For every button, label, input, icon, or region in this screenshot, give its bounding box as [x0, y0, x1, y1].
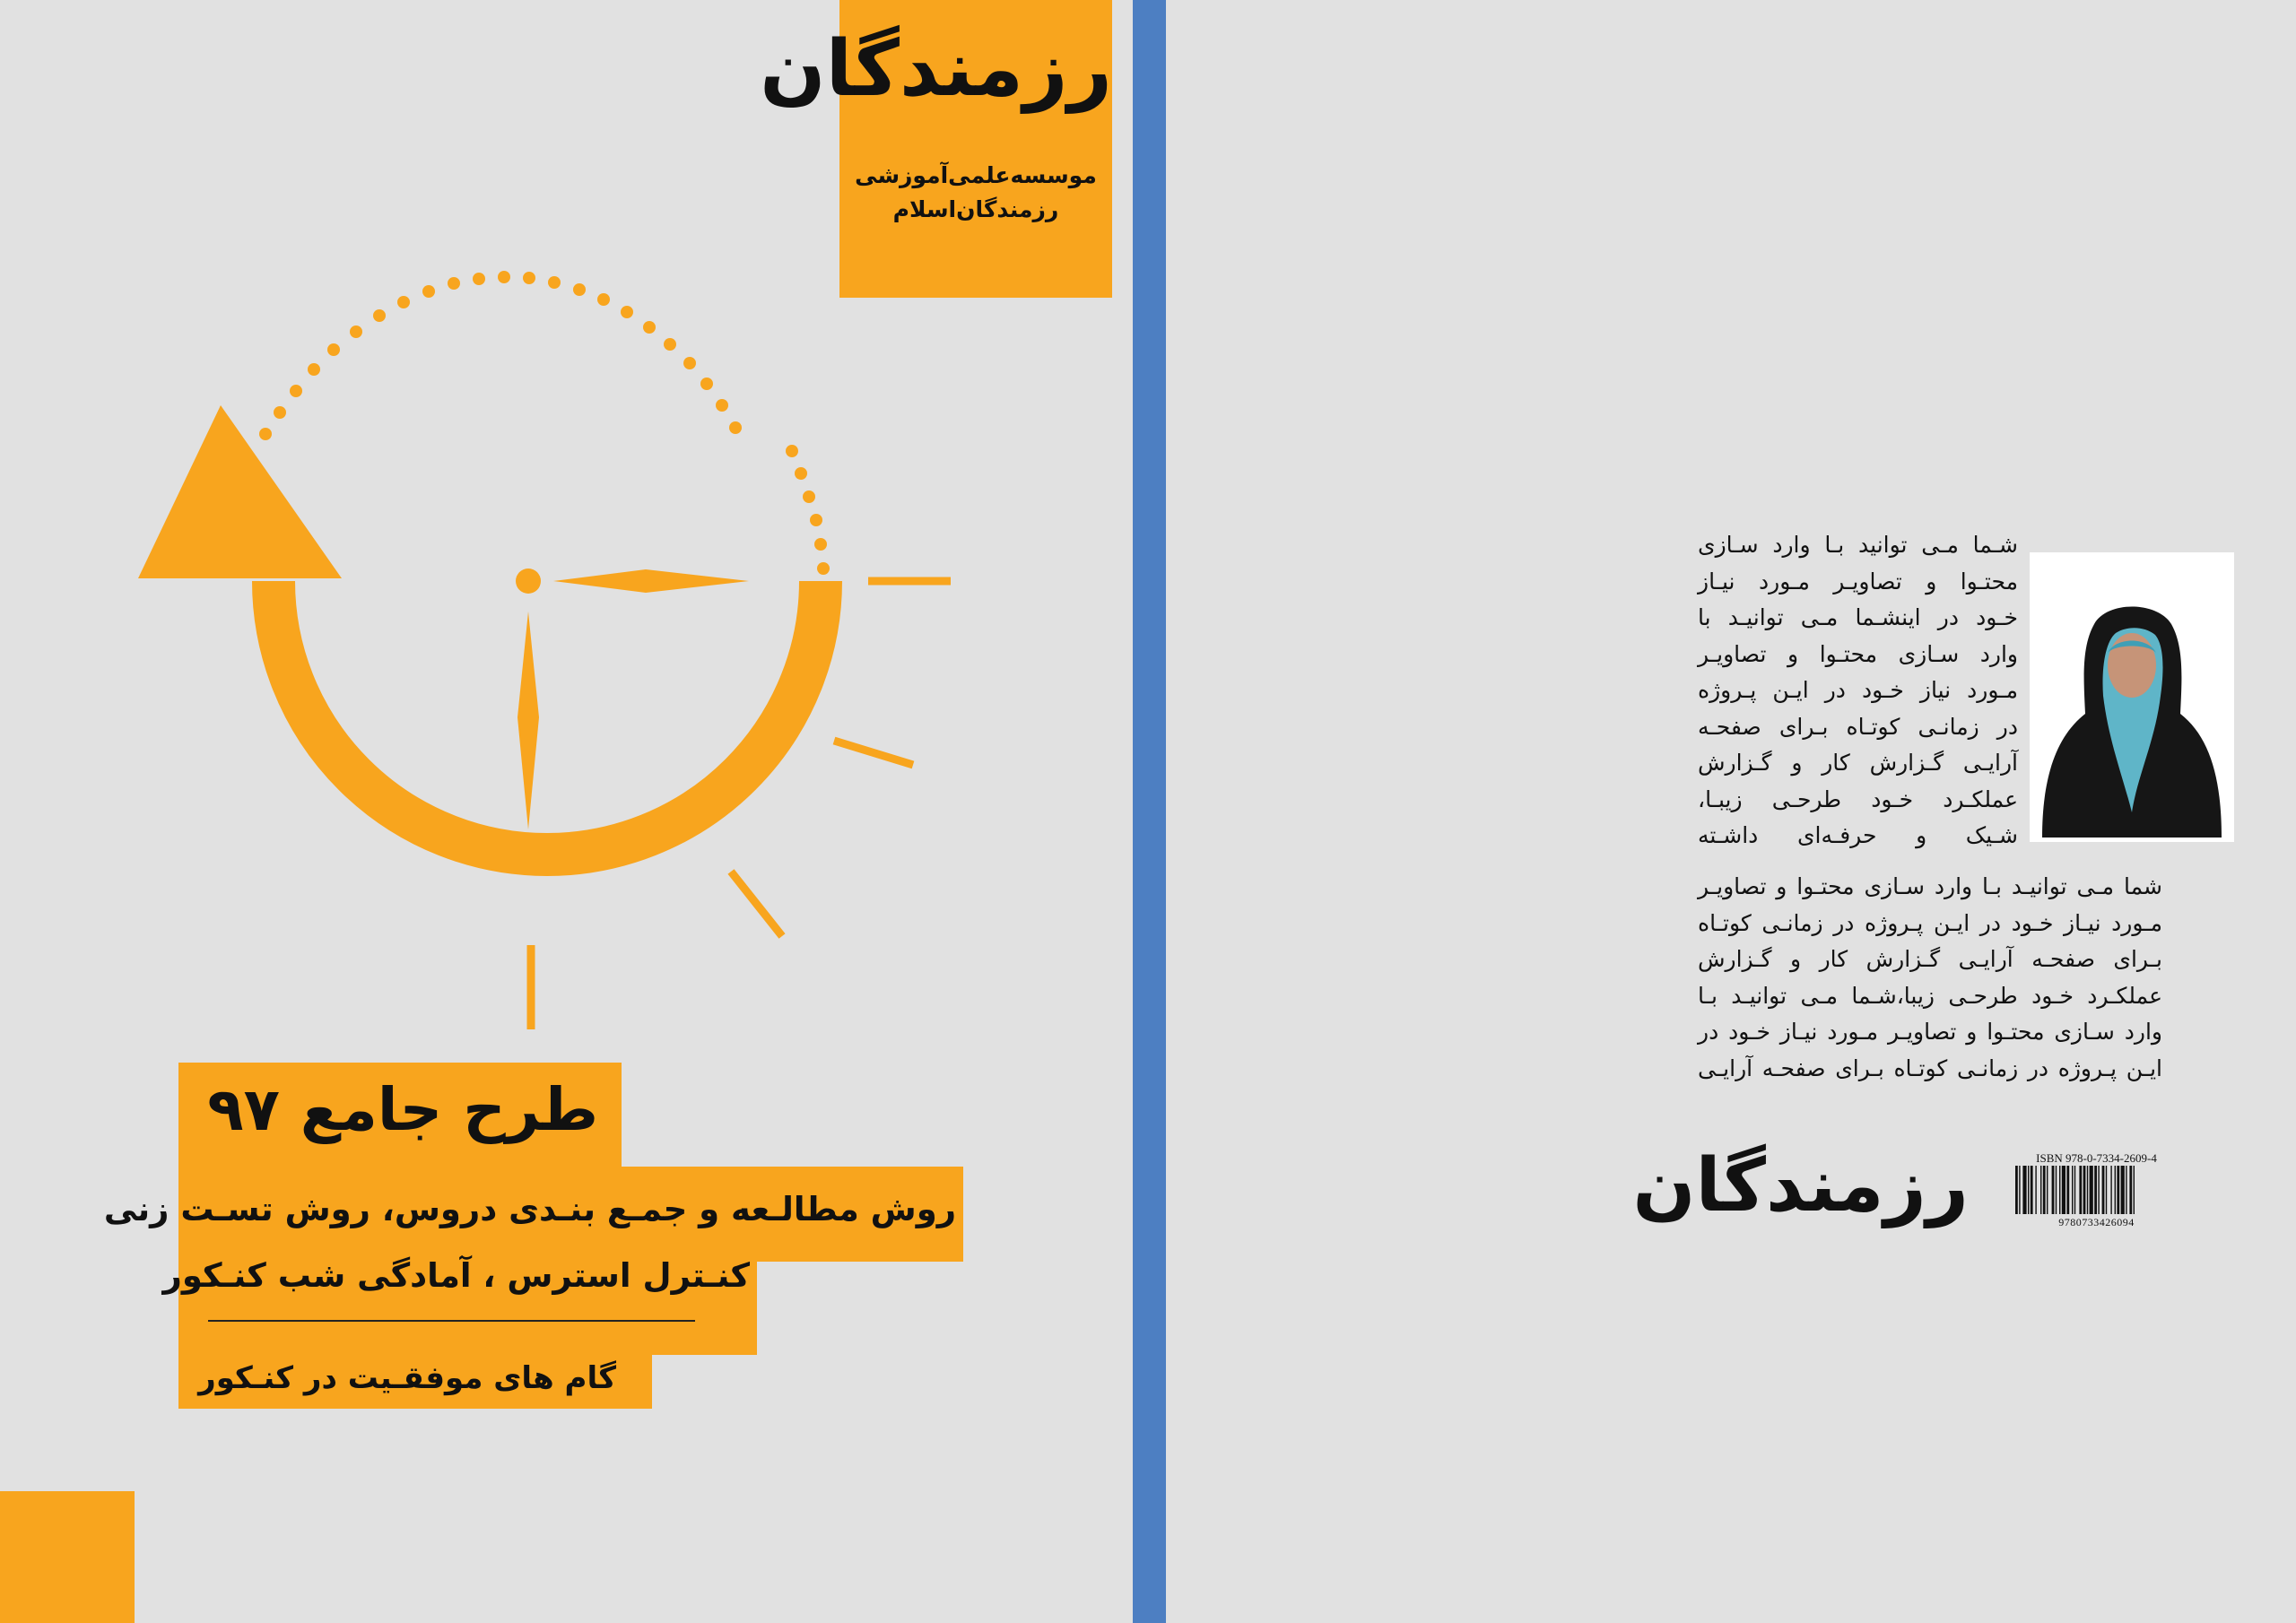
dotted-arc [259, 271, 831, 598]
tagline: گام های موفقـیت در کنـکور [198, 1360, 616, 1396]
barcode-stripe [2090, 1166, 2093, 1214]
blurb-full-width [1698, 869, 2162, 1087]
clock-with-circular-arrow-icon [0, 0, 987, 1058]
blurb-line: عملکـرد خـود طرحـی زیبـا، [1698, 785, 2018, 812]
blurb-line: بـرای صفحـه آرایـی گـزارش کار و گـزارش [1698, 946, 2162, 972]
barcode-stripe [2040, 1166, 2041, 1214]
barcode-stripe [2035, 1166, 2036, 1214]
barcode-stripe [2087, 1166, 2088, 1214]
blurb-line: وارد سـازی محتـوا و تصاویـر [1698, 640, 2018, 667]
subtitle-divider [208, 1320, 695, 1322]
institute-name-line1: موسسه‌علمی‌آموزشی [855, 162, 1097, 188]
isbn-label: ISBN 978-0-7334-2609-4 [2036, 1151, 2157, 1165]
barcode-stripe [2098, 1166, 2099, 1214]
circular-arrow-body [274, 581, 821, 855]
barcode-stripe [2052, 1166, 2055, 1214]
decorative-corner-square [0, 1491, 135, 1623]
book-title: طرح جامع ۹۷ [207, 1075, 598, 1144]
barcode-stripe [2047, 1166, 2048, 1214]
blurb-line: خـود در اینشـما مـی توانیـد با [1698, 604, 2018, 630]
barcode-stripe [2056, 1166, 2057, 1214]
author-portrait-image [2030, 552, 2234, 842]
barcode-stripe [2062, 1166, 2066, 1214]
barcode-stripe [2106, 1166, 2107, 1214]
barcode-stripe [2019, 1166, 2020, 1214]
barcode-stripe [2129, 1166, 2132, 1214]
barcode-stripe [2015, 1166, 2018, 1214]
barcode-stripe [2121, 1166, 2125, 1214]
barcode-stripe [2074, 1166, 2075, 1214]
clock-minute-hand [553, 569, 749, 593]
barcode-stripe [2022, 1166, 2026, 1214]
barcode-stripe [2117, 1166, 2119, 1214]
barcode-stripe [2094, 1166, 2097, 1214]
blurb-line: شـما مـی توانید بـا وارد سـازی [1698, 532, 2018, 558]
barcode-stripe [2059, 1166, 2060, 1214]
blurb-line: مـورد نیاز خـود در ایـن پـروژه [1698, 677, 2018, 703]
clock-center [516, 568, 541, 594]
blurb-line: مـورد نیـاز خـود در ایـن پـروژه در زمانـی کوتـاه [1698, 909, 2162, 936]
subtitle-box-upper [103, 1167, 963, 1262]
subtitle-line1: روش مطالـعه و جمـع بنـدی دروس، روش تسـت زنی [103, 1190, 956, 1228]
barcode-stripe [2072, 1166, 2073, 1214]
isbn-barcode [2013, 1151, 2179, 1230]
barcode-bars [2013, 1166, 2179, 1216]
barcode-stripe [2043, 1166, 2046, 1214]
publisher-wordmark: رزمندگان [760, 24, 1112, 114]
clock-hour-hand [517, 612, 539, 829]
subtitle-line2: کنـترل استرس ، آمادگی شب کنـکور [162, 1256, 750, 1295]
blurb-line: آرایـی گـزارش کار و گـزارش [1698, 750, 2018, 776]
barcode-stripe [2115, 1166, 2116, 1214]
tagline-box [178, 1355, 652, 1409]
barcode-stripe [2083, 1166, 2086, 1214]
blurb-line: محتـوا و تصاویـر مـورد نیـاز [1698, 568, 2018, 595]
back-publisher-wordmark: رزمندگان [1632, 1143, 1969, 1228]
blurb-line: در زمانـی کوتـاه بـرای صفحـه [1698, 713, 2018, 740]
barcode-digits: 9780733426094 [2058, 1216, 2135, 1228]
book-spine [1133, 0, 1166, 1623]
barcode-stripe [2079, 1166, 2082, 1214]
barcode-stripe [2066, 1166, 2069, 1214]
blurb-line: عملکـرد خـود طرحـی زیبا،شـما مـی توانیـد بـا [1698, 982, 2162, 1009]
blurb-line: وارد سـازی محتـوا و تصاویـر مـورد نیـاز خـود در [1698, 1019, 2162, 1045]
barcode-stripe [2134, 1166, 2135, 1214]
arrow-head [138, 405, 342, 578]
subtitle-box-lower [162, 1256, 757, 1355]
blurb-beside-photo [1698, 527, 2018, 855]
title-box [178, 1063, 622, 1167]
barcode-stripe [2102, 1166, 2105, 1214]
author-photo [2030, 552, 2234, 842]
blurb-line: شـیک و حرفـه‌ای داشـته [1698, 822, 2018, 848]
barcode-stripe [2031, 1166, 2033, 1214]
barcode-stripe [2110, 1166, 2111, 1214]
clock-tick-marks [531, 581, 951, 1029]
blurb-line: شما مـی توانیـد بـا وارد سـازی محتـوا و تصاویـر [1698, 873, 2162, 899]
barcode-stripe [2028, 1166, 2029, 1214]
blurb-line: ایـن پـروژه در زمانـی کوتـاه بـرای صفحـه آرایـی [1698, 1055, 2162, 1081]
institute-name-line2: رزمندگان‌اسلام [892, 196, 1059, 222]
